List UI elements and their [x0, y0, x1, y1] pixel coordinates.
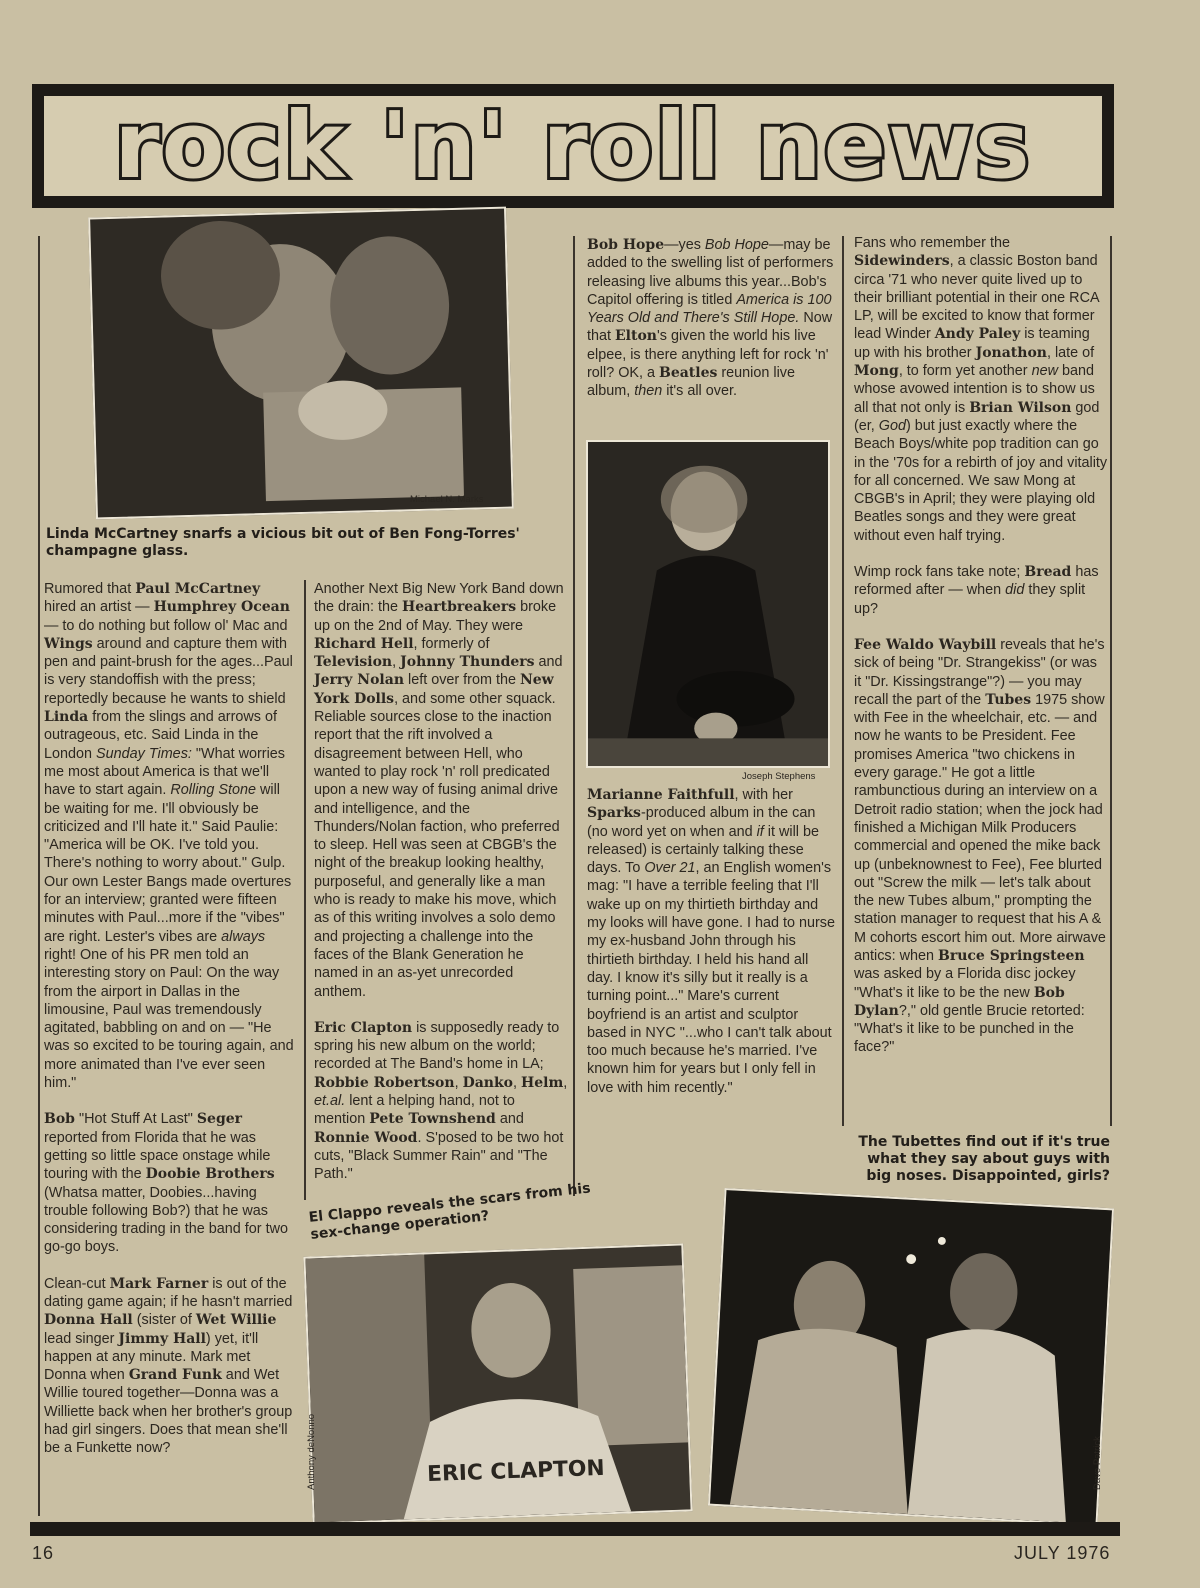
- masthead-title: rock 'n' roll news: [114, 92, 1032, 199]
- column-3-bottom: Marianne Faithfull, with her Sparks-produced album in the can (no word yet on when and if it will be released) is certainly talking these days. To Over 21, an English women's mag: "I have a terrible feeling that I'll wake up on my thirtieth birthday and my looks will have gone. I had to nurse my ex-husband John through his thirtieth birthday. I held his hand all day. I know it's silly but it really is a turning point..." Mare's current boyfriend is an artist and sculptor based in NYC "...who I can't talk about too much because he's married. I've known him for years but I only fell in love with him recently.": [587, 787, 835, 1096]
- column-1: Rumored that Paul McCartney hired an artist — Humphrey Ocean — to do nothing but follow ol' Mac and Wings around and capture them with pen and paint-brush for the ages...Paul is very standoffish with the press; reportedly because he wants to shield Linda from the slings and arrows of outrageous, etc. Said Linda in the London Sunday Times: "What worries me most about America is that we'll have to start again. Rolling Stone will be waiting for me. I'll obviously be criticized and I'll hate it." Said Paulie: "America will be OK. I've told you. There's nothing to worry about." Gulp. Our own Lester Bangs made overtures for an interview; granted were fifteen minutes with Paul...more if the "vibes" are right. Lester's vibes are always right! One of his PR men told an interesting story on Paul: On the way from the airport in Dallas in the limousine, Paul was tremendously agitated, babbling on and on — "He was so excited to be touring again, and more animated than I've ever seen him." Bob "Hot Stuff At Last" Seger reported from Florida that he was getting so little space onstage while touring with the Doobie Brothers (Whatsa matter, Doobies...having trouble following Bob?) that he was considering trading in the band for two go-go boys. Clean-cut Mark Farner is out of the dating game again; if he hasn't married Donna Hall (sister of Wet Willie lead singer Jimmy Hall) yet, it'll happen at any minute. Mark met Donna when Grand Funk and Wet Willie toured together—Donna was a Williette back when her brother's group had girl singers. Does that mean she'll be a Funkette now?: [44, 581, 294, 1457]
- photo-credit: Michael N. Marks: [410, 494, 484, 505]
- issue-date: JULY 1976: [1014, 1543, 1111, 1563]
- photo-credit: Joseph Stephens: [742, 771, 816, 782]
- photo-credit: Anthony deNonno: [306, 1413, 317, 1490]
- photo-caption: Linda McCartney snarfs a vicious bit out of Ben Fong-Torres' champagne glass.: [46, 526, 520, 559]
- column-rule: [842, 236, 844, 1126]
- column-rule: [304, 580, 306, 1200]
- shirt-text: ERIC CLAPTON: [426, 1455, 606, 1488]
- photo-marianne-faithfull: [586, 440, 830, 768]
- column-2: Another Next Big New York Band down the drain: the Heartbreakers broke up on the 2nd of May. They were Richard Hell, formerly of Television, Johnny Thunders and Jerry Nolan left over from the New York Dolls, and some other squack. Reliable sources close to the inaction report that the rift involved a disagreement between Hell, who wanted to play rock 'n' roll predicated upon a new way of fusing animal drive and intelligence, and the Thunders/Nolan faction, who preferred to sleep. Hell was seen at CBGB's the night of the breakup looking healthy, purposeful, and generally like a man who is ready to make his move, which as of this writing involves a solo demo and projecting a challenge into the faces of the Blank Generation he named in an as-yet unrecorded anthem. Eric Clapton is supposedly ready to spring his new album on the world; recorded at The Band's home in LA; Robbie Robertson, Danko, Helm, et.al. lent a helping hand, not to mention Pete Townshend and Ronnie Wood. S'posed to be two hot cuts, "Black Summer Rain" and "The Path.": [314, 581, 568, 1183]
- column-4: Fans who remember the Sidewinders, a classic Boston band circa '71 who never quite lived up to their brilliant potential in their one RCA LP, will be excited to know that former lead Winder Andy Paley is teaming up with his brother Jonathon, late of Mong, to form yet another new band whose avowed intention is to show us all that not only is Brian Wilson god (er, God) but just exactly where the Beach Boys/white pop tradition can go in the '70s for a rebirth of joy and vitality for all concerned. We saw Mong at CBGB's in April; they were playing old Beatles songs and they were great without even half trying. Wimp rock fans take note; Bread has reformed after — when did they split up? Fee Waldo Waybill reveals that he's sick of being "Dr. Strangekiss" (or was it "Dr. Kissingstrange"?) — you may recall the part of the Tubes 1975 show with Fee in the wheelchair, etc. — and now he wants to be President. Fee promises America "two chickens in every garage." He got a little rambunctious during an interview on a Detroit radio station; when the jock had finished a Michigan Milk Producers commercial and opened the mike back up (unbeknownest to Fee), Fee blurted out "Screw the milk — let's talk about the new Tubes album," prompting the station manager to request that his A & M cohorts escort him out. More airwave antics: when Bruce Springsteen was asked by a Florida disc jockey "What's it like to be the new Bob Dylan?," old gentle Brucie retorted: "What's it like to be punched in the face?": [854, 235, 1108, 1056]
- photo-caption: El Clappo reveals the scars from his sex-change operation?: [308, 1180, 592, 1243]
- photo-caption: The Tubettes find out if it's true what they say about guys with big noses. Disappointed, girls?: [858, 1134, 1110, 1184]
- masthead: [32, 84, 1114, 208]
- photo-credit: Dave Patrick: [1092, 1436, 1103, 1490]
- column-rule: [38, 236, 40, 1516]
- column-rule: [573, 236, 575, 1196]
- photo-eric-clapton: [303, 1243, 692, 1524]
- column-rule: [1110, 236, 1112, 1126]
- page-number: 16: [32, 1543, 55, 1563]
- photo-tubes: [708, 1188, 1114, 1526]
- photo-linda-mccartney: [88, 207, 514, 520]
- footer-bar: [30, 1522, 1120, 1536]
- column-3-top: Bob Hope—yes Bob Hope—may be added to the swelling list of performers releasing live albums this year...Bob's Capitol offering is titled America is 100 Years Old and There's Still Hope. Now that Elton's given the world his live elpee, is there anything left for rock 'n' roll? OK, a Beatles reunion live album, then it's all over.: [587, 237, 834, 400]
